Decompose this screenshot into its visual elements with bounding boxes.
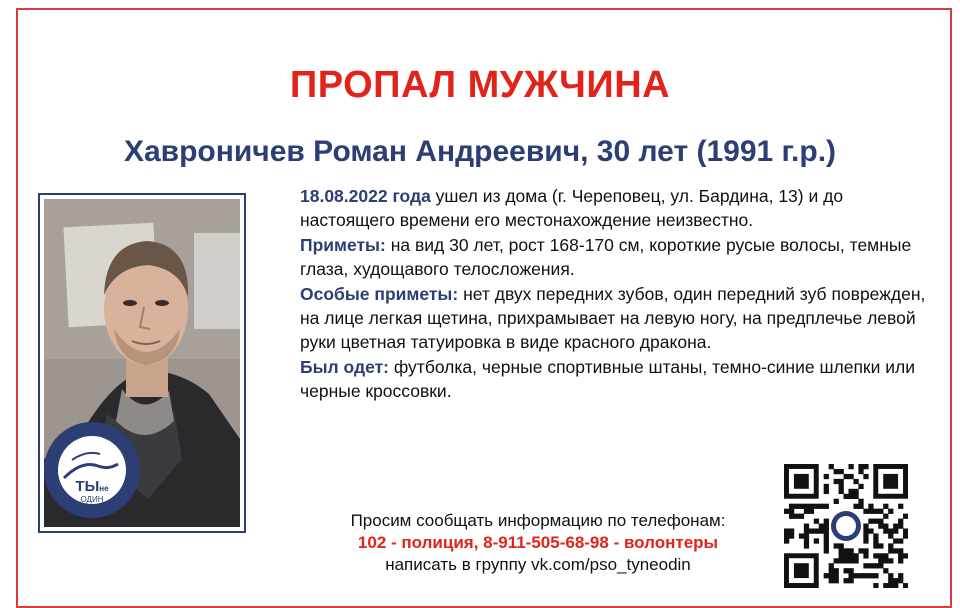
- disappearance-text: ушел из дома (г. Череповец, ул. Бардина, 13) и до настоящего времени его местонахождение неизвестно.: [300, 186, 844, 231]
- contact-line-1: Просим сообщать информацию по телефонам:: [350, 511, 726, 530]
- clothing-text: футболка, черные спортивные штаны, темно-синие шлепки или черные кроссовки.: [300, 356, 915, 402]
- clothing-label: Был одет:: [300, 356, 389, 377]
- logo-brand-main: ТЫ: [75, 478, 100, 495]
- description-paragraph-special: [300, 282, 940, 355]
- contact-line-2: 102 - полиция, 8-911-505-68-98 - волонтеры: [357, 533, 719, 552]
- special-signs-text: нет двух передних зубов, один передний зуб поврежден, на лице легкая щетина, прихрамывает на левую ногу, на предплечье левой руки цветная татуировка в виде красного дракона.: [300, 283, 926, 353]
- qr-code-graphic: [784, 464, 908, 588]
- person-name: Хавроничев Роман Андреевич, 30 лет (1991 г.р.): [123, 135, 837, 168]
- headline: ПРОПАЛ МУЖЧИНА: [289, 64, 671, 106]
- description-paragraph-clothing: [300, 355, 940, 404]
- logo-brand-small: не: [99, 484, 109, 493]
- qr-code[interactable]: [784, 464, 908, 588]
- logo-brand-sub: ОДИН: [80, 495, 104, 504]
- description-paragraph-signs: [300, 233, 940, 282]
- description-paragraph-1: [300, 184, 940, 233]
- signs-text: на вид 30 лет, рост 168-170 см, короткие русые волосы, темные глаза, худощавого телосложения.: [300, 234, 912, 280]
- disappearance-date: 18.08.2022 года: [300, 186, 431, 206]
- special-signs-label: Особые приметы:: [300, 283, 459, 304]
- contact-line-3[interactable]: написать в группу vk.com/pso_tyneodin: [385, 555, 691, 574]
- signs-label: Приметы:: [300, 234, 386, 255]
- description: [300, 184, 940, 404]
- organization-logo: [42, 420, 142, 520]
